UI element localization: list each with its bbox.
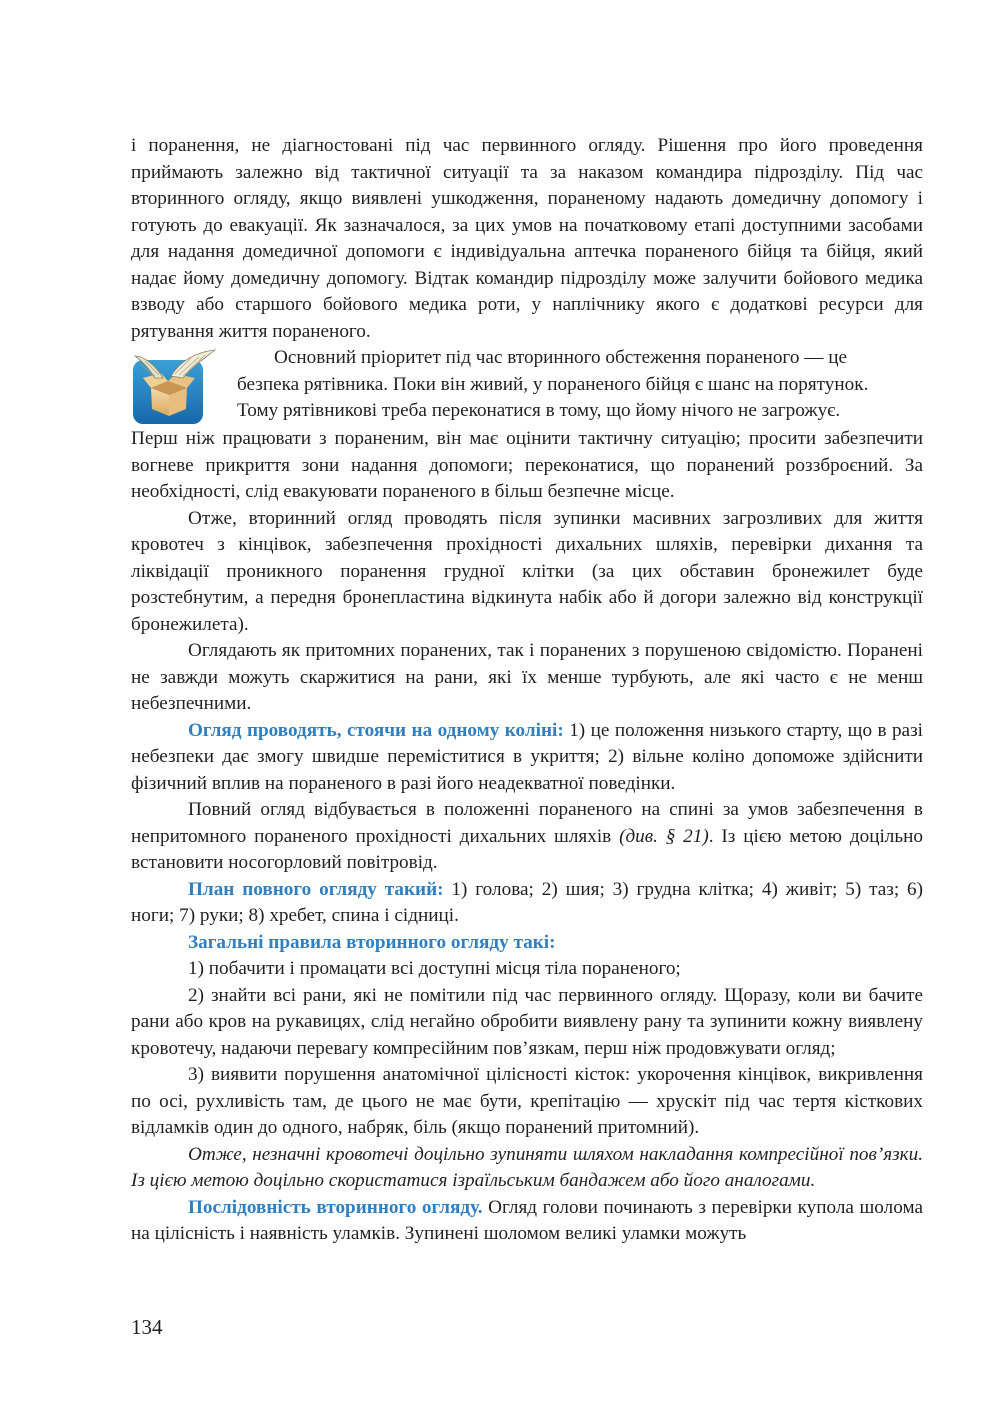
heading-kneeling: Огляд проводять, стоячи на одному коліні: bbox=[188, 719, 564, 741]
paragraph-2-continued: Перш ніж працювати з пораненим, він має оцінити тактичну ситуацію; просити забезпечити вогневе прикриття зони надання допомоги; переконатися, що поранений роззброєний. За необхідності, слід евакуювати пораненого в більш безпечне місце. bbox=[131, 428, 923, 502]
rule-2: 2) знайти всі рани, які не помітили під час первинного огляду. Щоразу, коли ви бачите рани або кров на рукавицях, слід негайно обробити виявлену рану та зупинити кожну виявлену кровотечу, надаючи перевагу компресійним пов’язкам, перш ніж продовжувати огляд; bbox=[131, 984, 923, 1059]
section-reference: (див. § 21) bbox=[619, 825, 709, 847]
paragraph-13-text: Огляд голови починають з перевірки купола шолома на цілісність і наявність уламків. Зупинені шоломом великі уламки можуть bbox=[131, 1196, 923, 1244]
open-box-with-wings-icon bbox=[131, 348, 217, 426]
heading-plan: План повного огляду такий: bbox=[188, 878, 444, 900]
paragraph-6-end: . Із цією метою доцільно встановити носогорловий повітровід. bbox=[131, 825, 923, 873]
tip-line-3: Тому рятівникові треба переконатися в тому, що йому нічого не загрожує. bbox=[237, 400, 841, 421]
heading-sequence: Послідовність вторинного огляду. bbox=[188, 1196, 483, 1218]
heading-general-rules: Загальні правила вторинного огляду такі: bbox=[188, 931, 556, 953]
tip-text-lines bbox=[237, 345, 923, 425]
tip-line-1: Основний пріоритет під час вторинного обстеження пораненого — це bbox=[274, 347, 847, 368]
paragraph-6 bbox=[131, 797, 923, 877]
paragraph-5 bbox=[131, 718, 923, 798]
paragraph-13 bbox=[131, 1195, 923, 1248]
conclusion-italic: Отже, незначні кровотечі доцільно зупиняти шляхом накладання компресійної пов’язки. Із цією метою доцільно скористатися ізраїльським бандажем або його аналогами. bbox=[131, 1143, 923, 1191]
paragraph-6-text: Повний огляд відбувається в положенні пораненого на спині за умов забезпечення в непритомного пораненого прохідності дихальних шляхів bbox=[131, 799, 923, 847]
tip-line-2: безпека рятівника. Поки він живий, у пораненого бійця є шанс на порятунок. bbox=[237, 373, 869, 395]
paragraph-4: Оглядають як притомних поранених, так і поранених з порушеною свідомістю. Поранені не завжди можуть скаржитися на рани, які їх менше турбують, але які часто є не менш небезпечними. bbox=[131, 640, 923, 714]
paragraph-7-text: 1) голова; 2) шия; 3) грудна клітка; 4) живіт; 5) таз; 6) ноги; 7) руки; 8) хребет, спина і сідниці. bbox=[131, 878, 924, 926]
page-content bbox=[131, 133, 923, 1248]
rule-1: 1) побачити і промацати всі доступні місця тіла пораненого; bbox=[188, 958, 681, 979]
paragraph-3: Отже, вторинний огляд проводять після зупинки масивних загрозливих для життя кровотеч з кінцівок, забезпечення прохідності дихальних шляхів, перевірки дихання та ліквідації проникного поранення грудної клітки (за цих обставин бронежилет буде розстебнутим, а передня бронепластина відкинута набік або й догори залежно від конструкції бронежилета). bbox=[131, 507, 923, 635]
paragraph-7 bbox=[131, 877, 923, 930]
paragraph-1: і поранення, не діагностовані під час первинного огляду. Рішення про його проведення приймають залежно від тактичної ситуації та за наказом командира підрозділу. Під час вторинного огляду, якщо виявлені ушкодження, пораненому надають домедичну допомогу і готують до евакуації. Як зазначалося, за цих умов на початковому етапі доступними засобами для надання домедичної допомоги є індивідуальна аптечка пораненого бійця та бійця, який надає йому домедичну допомогу. Відтак командир підрозділу може залучити бойового медика взводу або старшого бойового медика роти, у наплічнику якого є додаткові ресурси для рятування життя пораненого. bbox=[131, 135, 923, 342]
tip-block bbox=[131, 345, 923, 426]
paragraph-8 bbox=[131, 930, 923, 957]
paragraph-5-text: 1) це положення низького старту, що в разі небезпеки дає змогу швидше переміститися в укриття; 2) вільне коліно допоможе здійснити фізичний вплив на пораненого в разі його неадекватної поведінки. bbox=[131, 719, 923, 794]
rule-3: 3) виявити порушення анатомічної цілісності кісток: укорочення кінцівок, викривлення по осі, рухливість там, де цього не має бути, крепітацію — хрускіт під час тертя кісткових відламків один до одного, набряк, біль (якщо поранений притомний). bbox=[131, 1064, 923, 1138]
page-number: 134 bbox=[131, 1315, 163, 1339]
